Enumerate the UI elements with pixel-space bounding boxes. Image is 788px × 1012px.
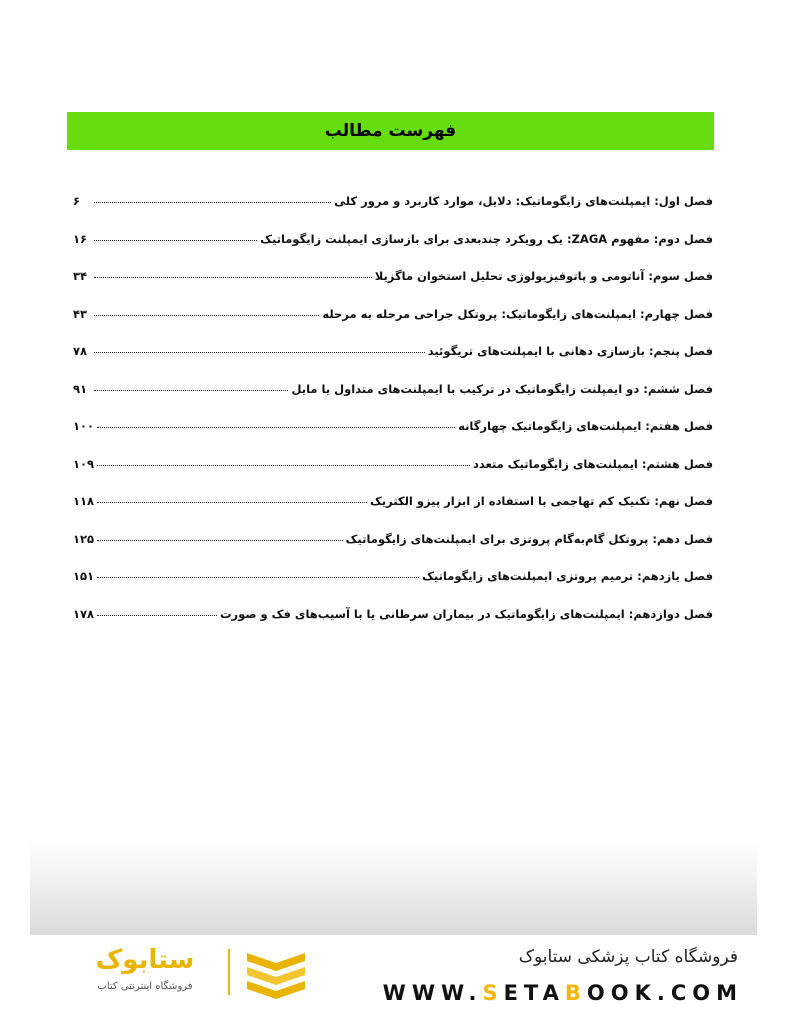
toc-title-bar — [67, 112, 714, 150]
setabook-logo — [65, 943, 325, 1003]
toc-page-number: ۱۵۱ — [73, 569, 95, 583]
toc-dot-leader — [94, 390, 288, 391]
toc-entry-title: فصل چهارم: ایمپلنت‌های زایگوماتیک: پروتکل جراحی مرحله به مرحله — [322, 306, 713, 321]
footer-shadow-band — [30, 840, 757, 935]
toc-entry[interactable] — [73, 196, 713, 234]
toc-dot-leader — [94, 202, 331, 203]
toc-entry[interactable] — [73, 231, 713, 272]
toc-page-number: ۱۰۹ — [73, 456, 95, 471]
footer — [0, 935, 788, 1012]
url-part: WWW. — [382, 981, 483, 1005]
toc-dot-leader — [94, 240, 257, 241]
toc-page-number: ۷۸ — [73, 344, 88, 358]
toc-entry-title: فصل دوازدهم: ایمپلنت‌های زایگوماتیک در بیماران سرطانی یا با آسیب‌های فک و صورت — [219, 606, 713, 621]
book-stack-icon — [245, 949, 307, 999]
logo-wordmark: ستابوک — [95, 945, 195, 975]
toc-dot-leader — [94, 277, 372, 278]
toc-page-number: ۴۳ — [73, 306, 88, 321]
toc-page-number: ۳۴ — [73, 269, 88, 283]
toc-entry[interactable] — [73, 381, 713, 422]
shop-name: فروشگاه کتاب پزشکی ستابوک — [518, 947, 738, 967]
url-part: OOK.COM — [586, 981, 743, 1005]
logo-divider — [228, 949, 230, 995]
toc-dot-leader — [97, 502, 367, 503]
toc-dot-leader — [97, 577, 419, 578]
logo-tagline: فروشگاه اینترنتی کتاب — [97, 981, 193, 992]
toc-dot-leader — [97, 615, 217, 616]
toc-entry-title: فصل هفتم: ایمپلنت‌های زایگوماتیک چهارگانه — [458, 419, 713, 433]
toc-entry-title: فصل هشتم: ایمپلنت‌های زایگوماتیک متعدد — [472, 456, 713, 471]
toc-page-number: ۱۶ — [73, 231, 88, 246]
toc-page-number: ۹۱ — [73, 381, 88, 396]
toc-dot-leader — [97, 540, 343, 541]
toc-page-number: ۱۲۵ — [73, 531, 95, 546]
toc-entry[interactable] — [73, 421, 713, 459]
toc-entry-title: فصل دهم: پروتکل گام‌به‌گام پروتزی برای ایمپلنت‌های زایگوماتیک — [345, 531, 713, 546]
toc-entry-title: فصل سوم: آناتومی و پاتوفیزیولوژی تحلیل استخوان ماگزیلا — [374, 269, 713, 283]
toc-entry-title: فصل ششم: دو ایمپلنت زایگوماتیک در ترکیب با ایمپلنت‌های متداول یا مایل — [291, 381, 713, 396]
url-part-highlight: B — [564, 981, 587, 1005]
toc-page-number: ۱۱۸ — [73, 494, 95, 508]
toc-dot-leader — [97, 465, 470, 466]
page-title: فهرست مطالب — [324, 121, 457, 141]
toc-page-number: ۱۰۰ — [73, 419, 95, 433]
toc-entry[interactable] — [73, 606, 713, 647]
toc-dot-leader — [94, 352, 425, 353]
toc-entry-title: فصل اول: ایمپلنت‌های زایگوماتیک: دلایل، موارد کاربرد و مرور کلی — [334, 194, 713, 208]
toc-entry[interactable] — [73, 531, 713, 572]
shop-url[interactable] — [383, 981, 743, 1005]
toc-page-number: ۶ — [73, 194, 81, 208]
toc-entry[interactable] — [73, 496, 713, 534]
toc-entry[interactable] — [73, 346, 713, 384]
toc-entry-title: فصل یازدهم: ترمیم پروتزی ایمپلنت‌های زایگوماتیک — [422, 569, 713, 583]
toc-page-number: ۱۷۸ — [73, 606, 95, 621]
toc-entry[interactable] — [73, 271, 713, 309]
toc-entry[interactable] — [73, 306, 713, 347]
toc-dot-leader — [97, 427, 455, 428]
toc-entry-title: فصل پنجم: بازسازی دهانی با ایمپلنت‌های تریگوئید — [427, 344, 713, 358]
toc-entry-title: فصل دوم: مفهوم ZAGA: یک رویکرد چندبعدی برای بازسازی ایمپلنت زایگوماتیک — [260, 231, 713, 246]
toc-entry[interactable] — [73, 456, 713, 497]
url-part-highlight: S — [482, 981, 504, 1005]
url-part: ETA — [503, 981, 565, 1005]
table-of-contents — [73, 196, 713, 646]
toc-dot-leader — [94, 315, 319, 316]
toc-entry-title: فصل نهم: تکنیک کم تهاجمی با استفاده از ابزار پیزو الکتریک — [369, 494, 713, 508]
toc-entry[interactable] — [73, 571, 713, 609]
